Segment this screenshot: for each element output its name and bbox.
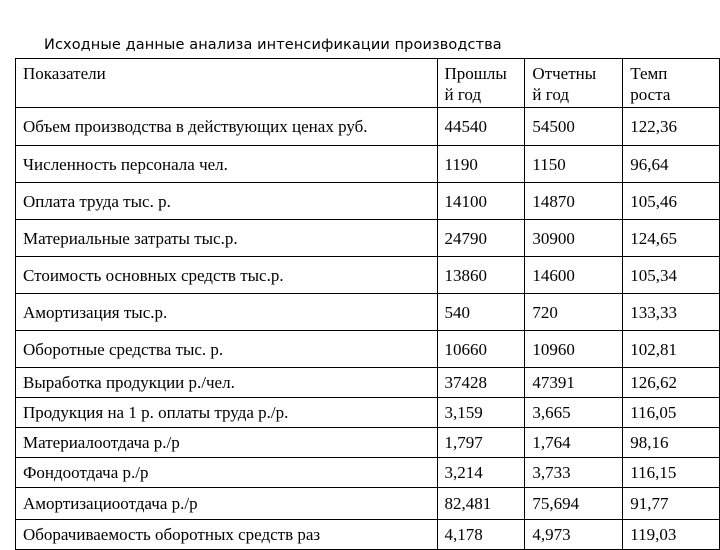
- header-current-year: [525, 59, 623, 108]
- current-year-cell: 1150: [525, 146, 623, 183]
- growth-rate-cell: 96,64: [623, 146, 720, 183]
- previous-year-cell: 37428: [437, 368, 525, 398]
- data-table: [15, 58, 720, 550]
- table-row: [16, 294, 720, 331]
- header-line: Темп: [630, 64, 668, 83]
- table-row: [16, 428, 720, 458]
- growth-rate-cell: 105,46: [623, 183, 720, 220]
- header-line: роста: [630, 85, 671, 104]
- growth-rate-cell: 98,16: [623, 428, 720, 458]
- indicator-cell: Численность персонала чел.: [16, 146, 438, 183]
- current-year-cell: 3,665: [525, 398, 623, 428]
- indicator-cell: Оборачиваемость оборотных средств раз: [16, 520, 438, 550]
- previous-year-cell: 1,797: [437, 428, 525, 458]
- indicator-cell: Продукция на 1 р. оплаты труда р./р.: [16, 398, 438, 428]
- header-growth-rate: [623, 59, 720, 108]
- current-year-cell: 1,764: [525, 428, 623, 458]
- table-row: [16, 398, 720, 428]
- previous-year-cell: 4,178: [437, 520, 525, 550]
- table-row: [16, 183, 720, 220]
- indicator-cell: Оборотные средства тыс. р.: [16, 331, 438, 368]
- current-year-cell: 54500: [525, 108, 623, 146]
- table-row: [16, 520, 720, 550]
- growth-rate-cell: 122,36: [623, 108, 720, 146]
- previous-year-cell: 82,481: [437, 488, 525, 520]
- current-year-cell: 14600: [525, 257, 623, 294]
- header-indicators: [16, 59, 438, 108]
- current-year-cell: 4,973: [525, 520, 623, 550]
- previous-year-cell: 540: [437, 294, 525, 331]
- growth-rate-cell: 119,03: [623, 520, 720, 550]
- table-row: [16, 220, 720, 257]
- previous-year-cell: 44540: [437, 108, 525, 146]
- current-year-cell: 47391: [525, 368, 623, 398]
- indicator-cell: Амортизация тыс.р.: [16, 294, 438, 331]
- previous-year-cell: 1190: [437, 146, 525, 183]
- growth-rate-cell: 91,77: [623, 488, 720, 520]
- table-row: [16, 368, 720, 398]
- table-row: [16, 331, 720, 368]
- current-year-cell: 720: [525, 294, 623, 331]
- header-previous-year: [437, 59, 525, 108]
- header-line: й год: [444, 85, 482, 104]
- indicator-cell: Оплата труда тыс. р.: [16, 183, 438, 220]
- previous-year-cell: 3,214: [437, 458, 525, 488]
- growth-rate-cell: 126,62: [623, 368, 720, 398]
- table-row: [16, 257, 720, 294]
- page-title: Исходные данные анализа интенсификации производства: [44, 37, 502, 53]
- growth-rate-cell: 133,33: [623, 294, 720, 331]
- table-row: [16, 458, 720, 488]
- table-row: [16, 488, 720, 520]
- growth-rate-cell: 102,81: [623, 331, 720, 368]
- table-header-row: [16, 59, 720, 108]
- indicator-cell: Фондоотдача р./р: [16, 458, 438, 488]
- indicator-cell: Материальные затраты тыс.р.: [16, 220, 438, 257]
- current-year-cell: 30900: [525, 220, 623, 257]
- indicator-cell: Выработка продукции р./чел.: [16, 368, 438, 398]
- growth-rate-cell: 116,05: [623, 398, 720, 428]
- indicator-cell: Объем производства в действующих ценах руб.: [16, 108, 438, 146]
- indicator-cell: Амортизациоотдача р./р: [16, 488, 438, 520]
- growth-rate-cell: 116,15: [623, 458, 720, 488]
- current-year-cell: 10960: [525, 331, 623, 368]
- table-row: [16, 146, 720, 183]
- header-line: й год: [532, 85, 569, 104]
- current-year-cell: 3,733: [525, 458, 623, 488]
- header-line: Отчетны: [532, 64, 597, 83]
- previous-year-cell: 10660: [437, 331, 525, 368]
- growth-rate-cell: 124,65: [623, 220, 720, 257]
- indicator-cell: Стоимость основных средств тыс.р.: [16, 257, 438, 294]
- table-row: [16, 108, 720, 146]
- growth-rate-cell: 105,34: [623, 257, 720, 294]
- previous-year-cell: 24790: [437, 220, 525, 257]
- header-line: Прошлы: [444, 64, 507, 83]
- previous-year-cell: 3,159: [437, 398, 525, 428]
- previous-year-cell: 14100: [437, 183, 525, 220]
- current-year-cell: 75,694: [525, 488, 623, 520]
- current-year-cell: 14870: [525, 183, 623, 220]
- header-line: Показатели: [23, 64, 106, 83]
- previous-year-cell: 13860: [437, 257, 525, 294]
- indicator-cell: Материалоотдача р./р: [16, 428, 438, 458]
